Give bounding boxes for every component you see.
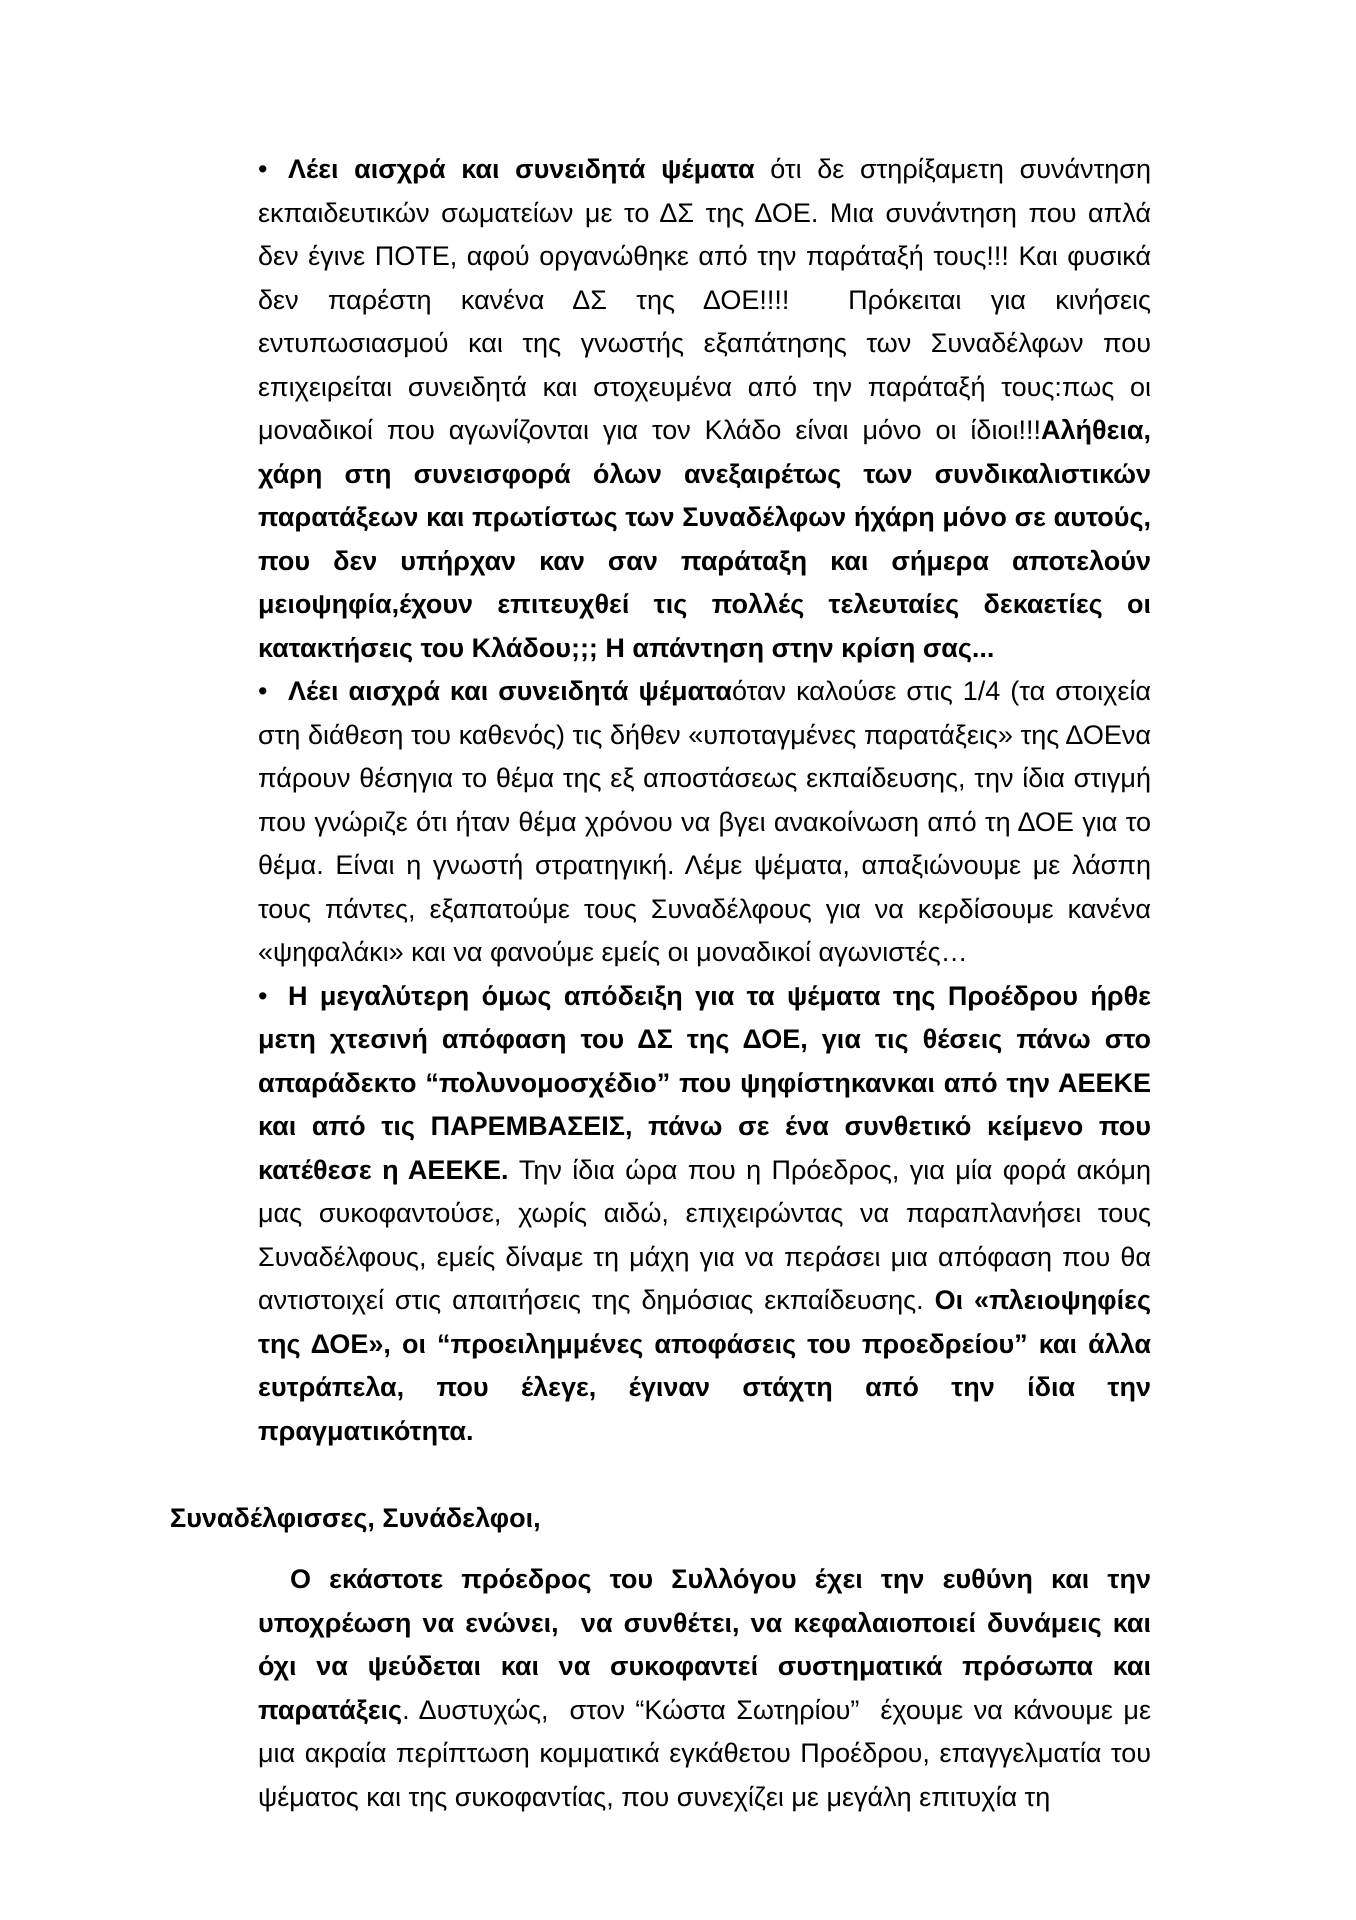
text-run: όταν καλούσε στις 1/4 (τα στοιχεία στη διάθεση του καθενός) τις δήθεν «υποταγμένες παρατάξεις» της ΔΟΕνα πάρουν θέσηγια το θέμα της εξ αποστάσεως εκπαίδευσης, την ίδια στιγμή που γνώριζε ότι ήταν θέμα χρόνου να βγει ανακοίνωση από τη ΔΟΕ για το θέμα. Είναι η γνωστή στρατηγική. Λέμε ψέματα, απαξιώνουμε με λάσπη τους πάντες, εξαπατούμε τους Συναδέλφους για να κερδίσουμε κανένα «ψηφαλάκι» και να φανούμε εμείς οι μοναδικοί αγωνιστές… (258, 676, 1151, 967)
closing-paragraph (258, 1558, 1151, 1819)
bullet-marker-icon: • (258, 676, 268, 706)
bullet-item (258, 670, 1151, 975)
bold-text-run: Ο εκάστοτε πρόεδρος του Συλλόγου έχει την ευθύνη και την υποχρέωση να ενώνει, να συνθέτει, να κεφαλαιοποιεί δυνάμεις και όχι να ψεύδεται και να συκοφαντεί συστηματικά πρόσωπα και παρατάξεις (258, 1564, 1151, 1725)
bullet-item (258, 148, 1151, 670)
bullet-list (258, 148, 1151, 1453)
text-run: Την ίδια ώρα που η Πρόεδρος, για μία φορά ακόμη μας συκοφαντούσε, χωρίς αιδώ, επιχειρώντας να παραπλανήσει τους Συναδέλφους, εμείς δίναμε τη μάχη για να περάσει μια απόφαση που θα αντιστοιχεί στις απαιτήσεις της δημόσιας εκπαίδευσης. (258, 1154, 1151, 1315)
salutation-heading: Συναδέλφισσες, Συνάδελφοι, (170, 1503, 541, 1533)
text-run: ότι δε στηρίξαμετη συνάντηση εκπαιδευτικών σωματείων με το ΔΣ της ΔΟΕ. Μια συνάντηση που απλά δεν έγινε ΠΟΤΕ, αφού οργανώθηκε από την παράταξή τους!!! Και φυσικά δεν παρέστη κανένα ΔΣ της ΔΟΕ!!!! Πρόκειται για κινήσεις εντυπωσιασμού και της γνωστής εξαπάτησης των Συναδέλφων που επιχειρείται συνειδητά και στοχευμένα από την παράταξή τους:πως οι μοναδικοί που αγωνίζονται για τον Κλάδο είναι μόνο οι ίδιοι!!! (258, 154, 1151, 445)
bullet-marker-icon: • (258, 154, 268, 184)
bold-text-run: Λέει αισχρά και συνειδητά ψέματα (288, 154, 771, 184)
bullet-item (258, 975, 1151, 1454)
text-run: . Δυστυχώς, στον “Κώστα Σωτηρίου” έχουμε να κάνουμε με μια ακραία περίπτωση κομματικά εγκάθετου Προέδρου, επαγγελματία του ψέματος και της συκοφαντίας, που συνεχίζει με μεγάλη επιτυχία τη (258, 1694, 1151, 1812)
bold-text-run: Αλήθεια, χάρη στη συνεισφορά όλων ανεξαιρέτως των συνδικαλιστικών παρατάξεων και πρωτίστως των Συναδέλφων ήχάρη μόνο σε αυτούς, που δεν υπήρχαν καν σαν παράταξη και σήμερα αποτελούν μειοψηφία,έχουν επιτευχθεί τις πολλές τελευταίες δεκαετίες οι κατακτήσεις του Κλάδου;;; Η απάντηση στην κρίση σας... (258, 415, 1151, 663)
bold-text-run: Η μεγαλύτερη όμως απόδειξη για τα ψέματα της Προέδρου ήρθε μετη χτεσινή απόφαση του ΔΣ της ΔΟΕ, για τις θέσεις πάνω στο απαράδεκτο “πολυνομοσχέδιο” που ψηφίστηκανκαι από την ΑΕΕΚΕ και από τις ΠΑΡΕΜΒΑΣΕΙΣ, πάνω σε ένα συνθετικό κείμενο που κατέθεσε η ΑΕΕΚΕ. (258, 980, 1151, 1185)
bold-text-run: Λέει αισχρά και συνειδητά ψέματα (288, 676, 733, 706)
bold-text-run: Οι «πλειοψηφίες της ΔΟΕ», οι “προειλημμένες αποφάσεις του προεδρείου” και άλλα ευτράπελα, που έλεγε, έγιναν στάχτη από την ίδια την πραγματικότητα. (258, 1285, 1151, 1446)
bullet-marker-icon: • (258, 980, 268, 1011)
